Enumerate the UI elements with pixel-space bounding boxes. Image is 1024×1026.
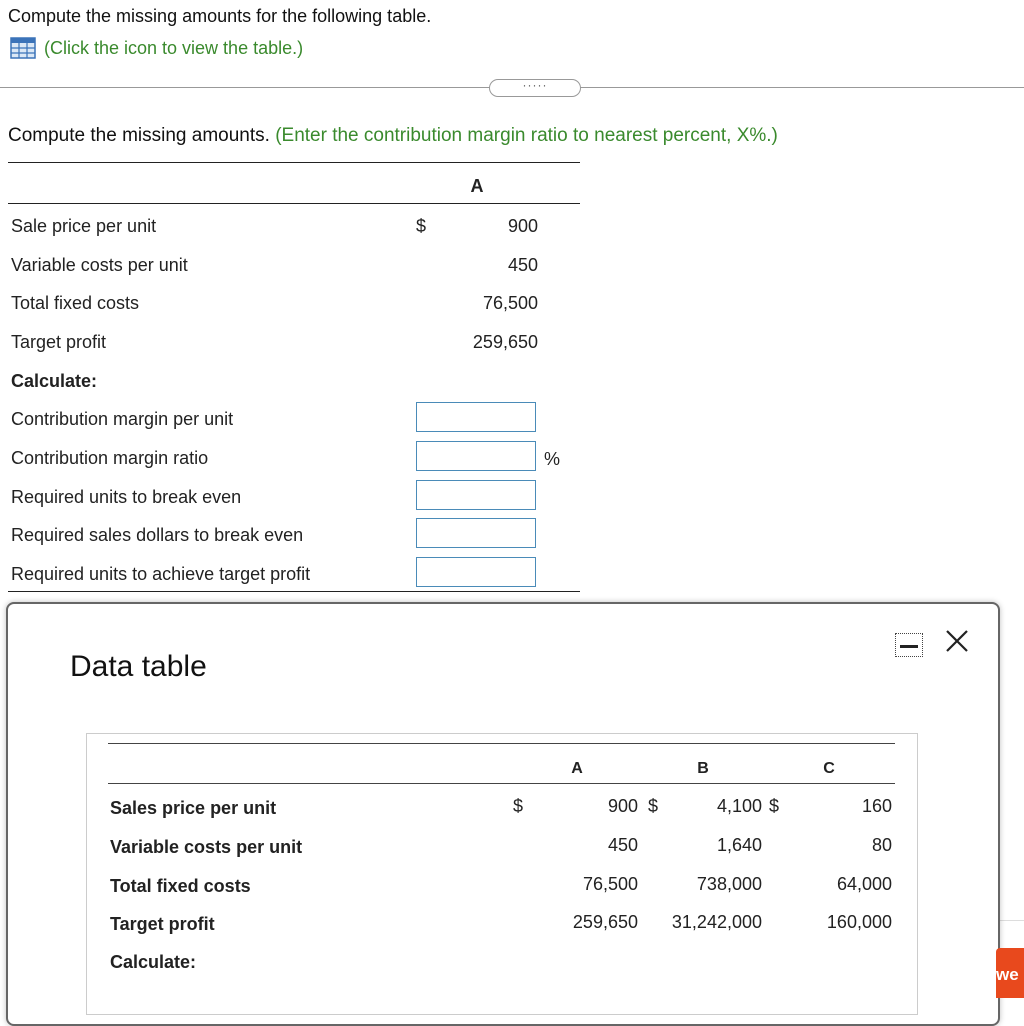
dt-column-c: C: [823, 760, 835, 777]
dt-cell-a: 900: [607, 796, 638, 816]
dt-cell-b: 738,000: [696, 874, 762, 894]
dt-cell-a: 259,650: [572, 912, 638, 932]
dt-cell-a: 450: [607, 835, 638, 855]
dt-cell-c: 64,000: [836, 874, 892, 894]
row-label-cm-ratio: Contribution margin ratio: [11, 448, 209, 468]
row-label-target-units: Required units to achieve target profit: [11, 564, 311, 584]
question-prompt-text: Compute the missing amounts.: [8, 125, 270, 146]
table-header-rule: [8, 203, 580, 204]
dt-cell-c: 160,000: [826, 912, 892, 932]
close-icon: [944, 628, 970, 654]
instruction-text: Compute the missing amounts for the following table.: [8, 6, 432, 26]
dt-row-label: Total fixed costs: [110, 876, 251, 896]
dt-cell-b: 4,100: [716, 796, 762, 816]
row-label-sale-price: Sale price per unit: [11, 216, 157, 236]
table-top-rule: [8, 162, 580, 163]
row-label-total-fixed-costs: Total fixed costs: [11, 293, 140, 313]
dt-row-label: Sales price per unit: [110, 798, 277, 818]
cm-ratio-input[interactable]: [416, 441, 536, 471]
value-target-profit: 259,650: [472, 332, 538, 352]
dt-top-rule: [108, 743, 895, 744]
minimize-button[interactable]: [895, 633, 923, 657]
row-label-breakeven-sales: Required sales dollars to break even: [11, 525, 304, 545]
calculate-heading: Calculate:: [11, 371, 98, 391]
table-grid-icon[interactable]: [10, 37, 36, 59]
dt-column-b: B: [697, 760, 709, 777]
dt-dollar-b: $: [648, 796, 659, 816]
dt-dollar-c: $: [769, 796, 780, 816]
dollar-sign: $: [416, 216, 427, 236]
row-label-variable-costs: Variable costs per unit: [11, 255, 188, 275]
expand-toggle[interactable]: ·····: [489, 79, 581, 97]
view-table-link-label[interactable]: (Click the icon to view the table.): [44, 37, 304, 58]
breakeven-units-input[interactable]: [416, 480, 536, 510]
dt-cell-b: 31,242,000: [671, 912, 762, 932]
dt-header-rule: [108, 783, 895, 784]
dt-dollar-a: $: [513, 796, 524, 816]
percent-suffix: %: [544, 449, 561, 469]
value-variable-costs: 450: [507, 255, 538, 275]
question-hint: (Enter the contribution margin ratio to nearest percent, X%.): [275, 125, 778, 146]
view-table-link[interactable]: [10, 37, 303, 59]
dt-cell-a: 76,500: [582, 874, 638, 894]
row-label-target-profit: Target profit: [11, 332, 107, 352]
row-label-breakeven-units: Required units to break even: [11, 487, 242, 507]
cm-per-unit-input[interactable]: [416, 402, 536, 432]
modal-title: Data table: [70, 650, 207, 683]
table-bottom-rule: [8, 591, 580, 592]
dt-row-label: Target profit: [110, 914, 215, 934]
dt-cell-c: 160: [861, 796, 892, 816]
question-prompt: [8, 125, 778, 147]
close-button[interactable]: [944, 628, 970, 660]
side-divider: [1000, 920, 1024, 921]
minimize-icon: [900, 645, 918, 648]
value-total-fixed-costs: 76,500: [482, 293, 538, 313]
dt-cell-b: 1,640: [716, 835, 762, 855]
row-label-cm-per-unit: Contribution margin per unit: [11, 409, 234, 429]
side-tab[interactable]: we: [996, 948, 1024, 998]
dt-cell-c: 80: [871, 835, 892, 855]
value-sale-price: 900: [507, 216, 538, 236]
column-header-a: A: [470, 176, 484, 196]
dt-column-a: A: [571, 760, 583, 777]
breakeven-sales-input[interactable]: [416, 518, 536, 548]
target-units-input[interactable]: [416, 557, 536, 587]
dt-row-label: Variable costs per unit: [110, 837, 303, 857]
dt-calculate-heading: Calculate:: [110, 952, 197, 972]
